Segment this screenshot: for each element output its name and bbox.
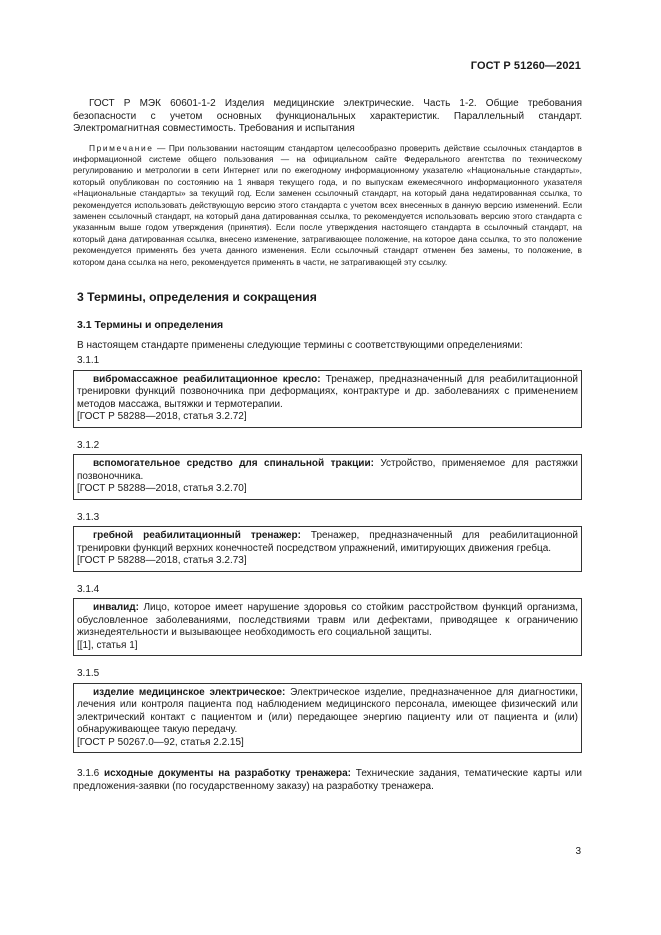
page-content [73,98,582,793]
term-text: Тренажер, предназначенный для реабилитационной тренировки функций позвоночника при деформациях, контрактуре и др. заболеваниях с применением методов массажа, вытяжки и термотерапии. [77,373,578,410]
final-term-paragraph [73,768,582,793]
note-text: — При пользовании настоящим стандартом целесообразно проверить действие ссылочных стандартов в информационной системе общего пользования — на официальном сайте Федерального агентства по техническому регулированию и метрологии в сети Интернет или по ежегодному информационному указателю «Национальные стандарты», который опубликован по состоянию на 1 января текущего года, и по выпускам ежемесячного информационного указателя «Национальные стандарты» за текущий год. Если заменен ссылочный стандарт, на который дана недатированная ссылка, то рекомендуется использовать действующую версию этого стандарта с учетом всех внесенных в данную версию изменений. Если заменен ссылочный стандарт, на который дана датированная ссылка, то рекомендуется использовать версию этого стандарта с указанным выше годом утверждения (принятия). Если после утверждения настоящего стандарта в ссылочный стандарт, на который дана датированная ссылка, внесено изменение, затрагивающее положение, на которое дана ссылка, то это положение рекомендуется применять без учета данного изменения. Если ссылочный стандарт отменен без замены, то положение, в котором дана ссылка на него, рекомендуется применять в части, не затрагивающей эту ссылку. [73,142,582,267]
term-name: гребной реабилитационный тренажер: [93,530,301,542]
term-source-text: [[1], статья 1] [77,639,138,651]
term-entry [73,598,582,656]
term-text: Электрическое изделие, предназначенное для диагностики, лечения или контроля пациента под наблюдением медицинского персонала, имеющее физический или электрический контакт с пациентом и (или) передающее энергию пациенту или от пациента и (или) обнаруживающее такую передачу. [77,686,578,736]
final-term-name: исходные документы на разработку тренажера: [104,768,352,780]
term-definition [77,458,578,483]
term-name: изделие медицинское электрическое: [93,686,286,698]
term-source [77,640,578,653]
term-definition [77,530,578,555]
term-number: 3.1.2 [77,439,100,451]
term-name: вибромассажное реабилитационное кресло: [93,373,321,385]
term-source-text: [ГОСТ Р 50267.0—92, статья 2.2.15] [77,736,244,748]
term-source [77,483,578,496]
term-entry [73,454,582,500]
term-number: 3.1.1 [77,355,100,367]
term-text: Тренажер, предназначенный для реабилитационной тренировки функций верхних конечностей посредством упражнений, имитирующих движения гребца. [77,530,578,554]
term-definition [77,602,578,640]
page-number: 3 [575,846,581,857]
term-number: 3.1.4 [77,583,100,595]
reference-iec-60601: ГОСТ Р МЭК 60601-1-2 Изделия медицинские электрические. Часть 1-2. Общие требования безопасности с учетом основных функциональных характеристик. Параллельный стандарт. Электромагнитная совместимость. Требования и испытания [73,98,582,134]
subsection-title: 3.1 Термины и определения [77,318,224,331]
term-source-text: [ГОСТ Р 58288—2018, статья 3.2.72] [77,411,247,423]
term-entry [73,526,582,572]
term-text: Лицо, которое имеет нарушение здоровья со стойким расстройством функций организма, обусловленное заболеваниями, последствиями травм или дефектами, приводящее к ограничению жизнедеятельности и вызывающее необходимость его социальной защиты. [77,602,578,639]
note-paragraph [73,143,582,268]
note-label: Примечание [89,142,154,153]
term-number: 3.1.3 [77,511,100,523]
term-definition [77,374,578,412]
final-term-text: Технические задания, тематические карты или предложения-заявки (по государственному заказу) на разработку тренажера. [73,768,582,792]
term-name: вспомогательное средство для спинальной тракции: [93,458,374,470]
term-source [77,737,578,750]
term-source [77,555,578,568]
term-name: инвалид: [93,602,139,614]
term-source-text: [ГОСТ Р 58288—2018, статья 3.2.70] [77,483,247,495]
section-intro: В настоящем стандарте применены следующие термины с соответствующими определениями: [77,339,523,351]
term-source [77,411,578,424]
section-title: 3 Термины, определения и сокращения [77,289,317,304]
term-source-text: [ГОСТ Р 58288—2018, статья 3.2.73] [77,555,247,567]
term-text: Устройство, применяемое для растяжки позвоночника. [77,458,579,482]
term-entry [73,683,582,754]
term-definition [77,687,578,737]
document-header: ГОСТ Р 51260—2021 [470,60,581,72]
term-entry [73,370,582,428]
term-number: 3.1.5 [77,668,100,680]
final-term-number: 3.1.6 [77,768,105,780]
